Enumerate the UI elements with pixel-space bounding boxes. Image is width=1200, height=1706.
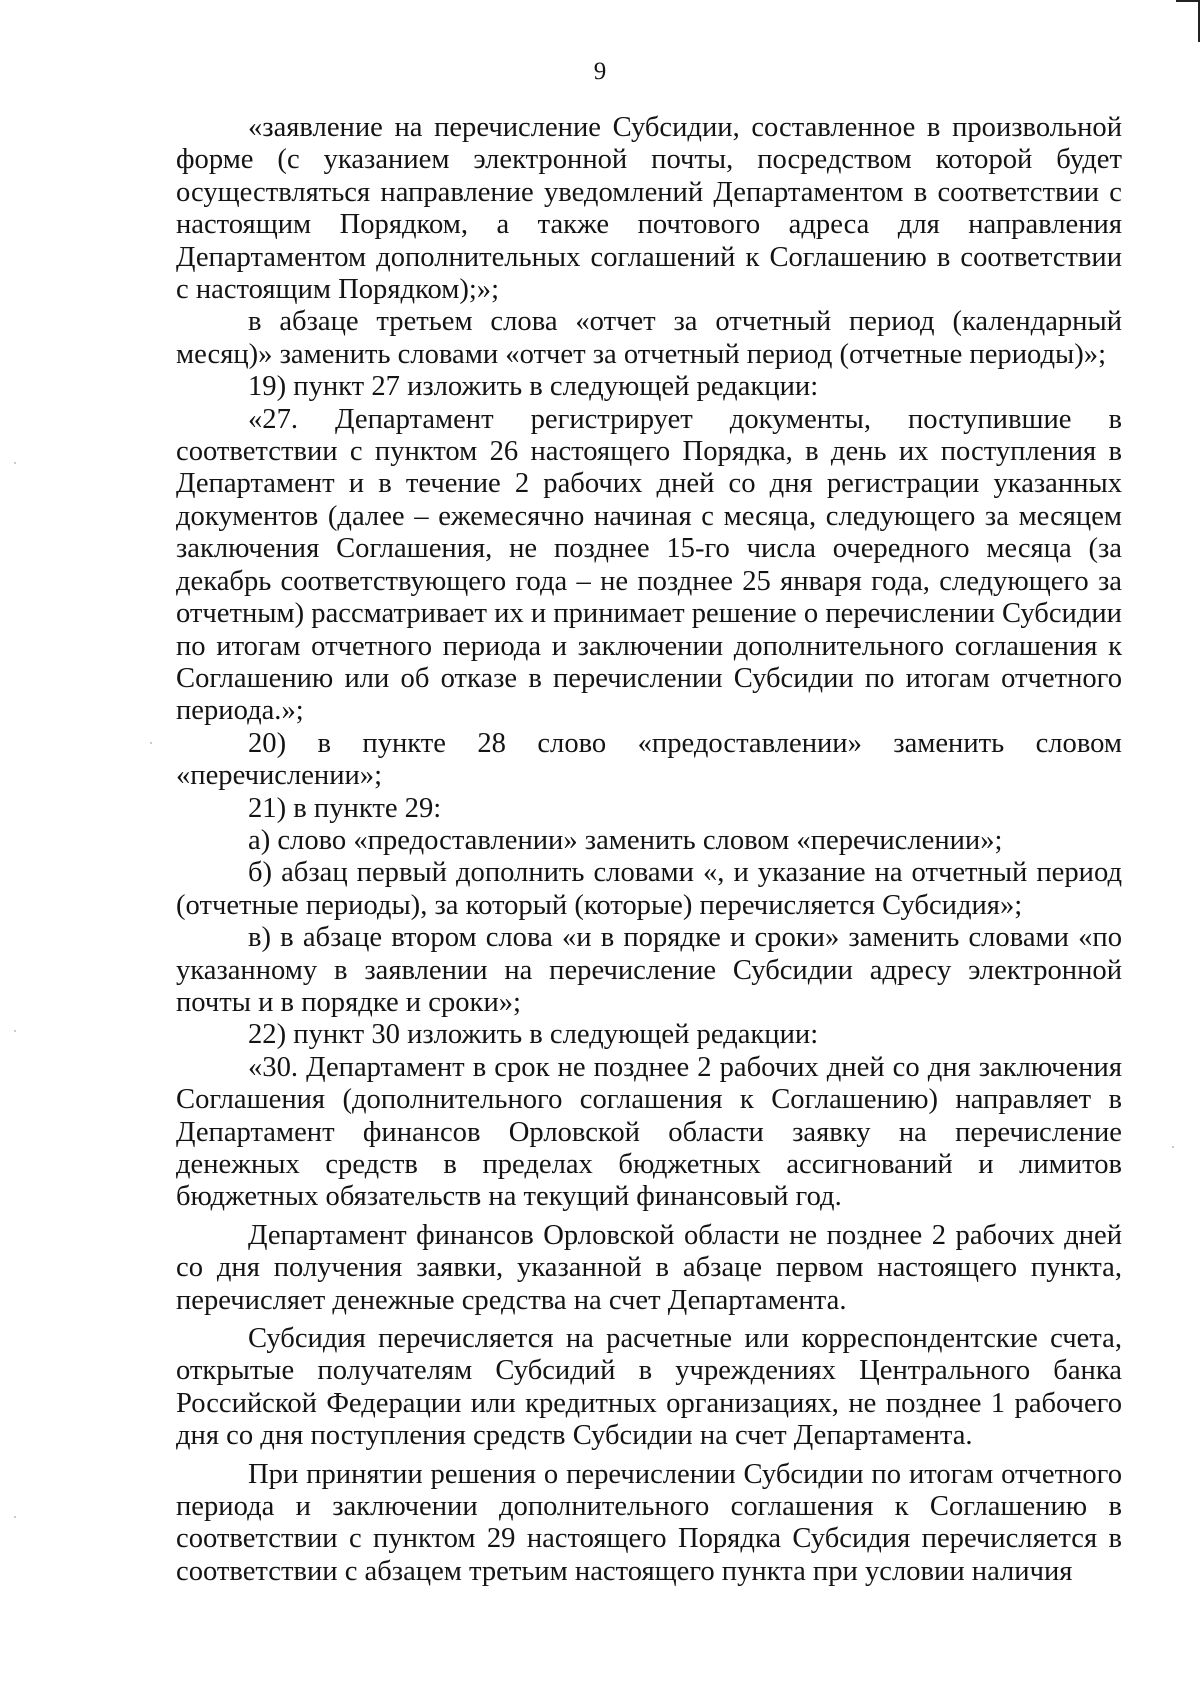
- scan-edge-mark: [1176, 0, 1200, 42]
- paragraph: 21) в пункте 29:: [248, 792, 442, 824]
- paragraph: Департамент финансов Орловской области не позднее 2 рабочих дней со дня получения заявки, указанной в абзаце первом настоящего пункта, перечисляет денежные средства на счет Департамента.: [176, 1219, 1122, 1316]
- paragraph: б) абзац первый дополнить словами «, и указание на отчетный период (отчетные периоды), за который (которые) перечисляется Субсидия»;: [176, 857, 1122, 921]
- paragraph: «заявление на перечисление Субсидии, составленное в произвольной форме (с указанием электронной почты, посредством которой будет осуществляться направление уведомлений Департаментом в соответствии с настоящим Порядком, а также почтового адреса для направления Департаментом дополнительных соглашений к Соглашению в соответствии с настоящим Порядком);»;: [176, 112, 1122, 306]
- paragraph: в абзаце третьем слова «отчет за отчетный период (календарный месяц)» заменить словами «отчет за отчетный период (отчетные периоды)»;: [176, 306, 1122, 370]
- scan-speck: [14, 1516, 16, 1518]
- paragraph: Субсидия перечисляется на расчетные или корреспондентские счета, открытые получателям Субсидий в учреждениях Центрального банка Российской Федерации или кредитных организациях, не позднее 1 рабочего дня со дня поступления средств Субсидии на счет Департамента.: [176, 1323, 1122, 1452]
- scan-speck: [150, 742, 152, 744]
- paragraph: в) в абзаце втором слова «и в порядке и сроки» заменить словами «по указанному в заявлении на перечисление Субсидии адресу электронной почты и в порядке и сроки»;: [176, 922, 1122, 1018]
- paragraph: При принятии решения о перечислении Субсидии по итогам отчетного периода и заключении дополнительного соглашения к Соглашению в соответствии с пунктом 29 настоящего Порядка Субсидия перечисляется в соответствии с абзацем третьим настоящего пункта при условии наличия: [176, 1458, 1122, 1587]
- paragraph: 20) в пункте 28 слово «предоставлении» заменить словом «перечислении»;: [176, 727, 1122, 792]
- scan-speck: [14, 462, 16, 464]
- document-body: [176, 112, 1122, 1588]
- page-number: 9: [593, 58, 607, 85]
- paragraph: «30. Департамент в срок не позднее 2 рабочих дней со дня заключения Соглашения (дополнительного соглашения к Соглашению) направляет в Департамент финансов Орловской области заявку на перечисление денежных средств в пределах бюджетных ассигнований и лимитов бюджетных обязательств на текущий финансовый год.: [176, 1051, 1122, 1213]
- paragraph: а) слово «предоставлении» заменить словом «перечислении»;: [248, 824, 1003, 856]
- scan-speck: [1172, 1146, 1174, 1148]
- paragraph: 19) пункт 27 изложить в следующей редакции:: [248, 371, 819, 403]
- paragraph: «27. Департамент регистрирует документы, поступившие в соответствии с пунктом 26 настоящего Порядка, в день их поступления в Департамент и в течение 2 рабочих дней со дня регистрации указанных документов (далее – ежемесячно начиная с месяца, следующего за месяцем заключения Соглашения, не позднее 15-го числа очередного месяца (за декабрь соответствующего года – не позднее 25 января года, следующего за отчетным) рассматривает их и принимает решение о перечислении Субсидии по итогам отчетного периода и заключении дополнительного соглашения к Соглашению или об отказе в перечислении Субсидии по итогам отчетного периода.»;: [176, 403, 1122, 727]
- paragraph: 22) пункт 30 изложить в следующей редакции:: [248, 1019, 819, 1051]
- scan-speck: [14, 1030, 16, 1032]
